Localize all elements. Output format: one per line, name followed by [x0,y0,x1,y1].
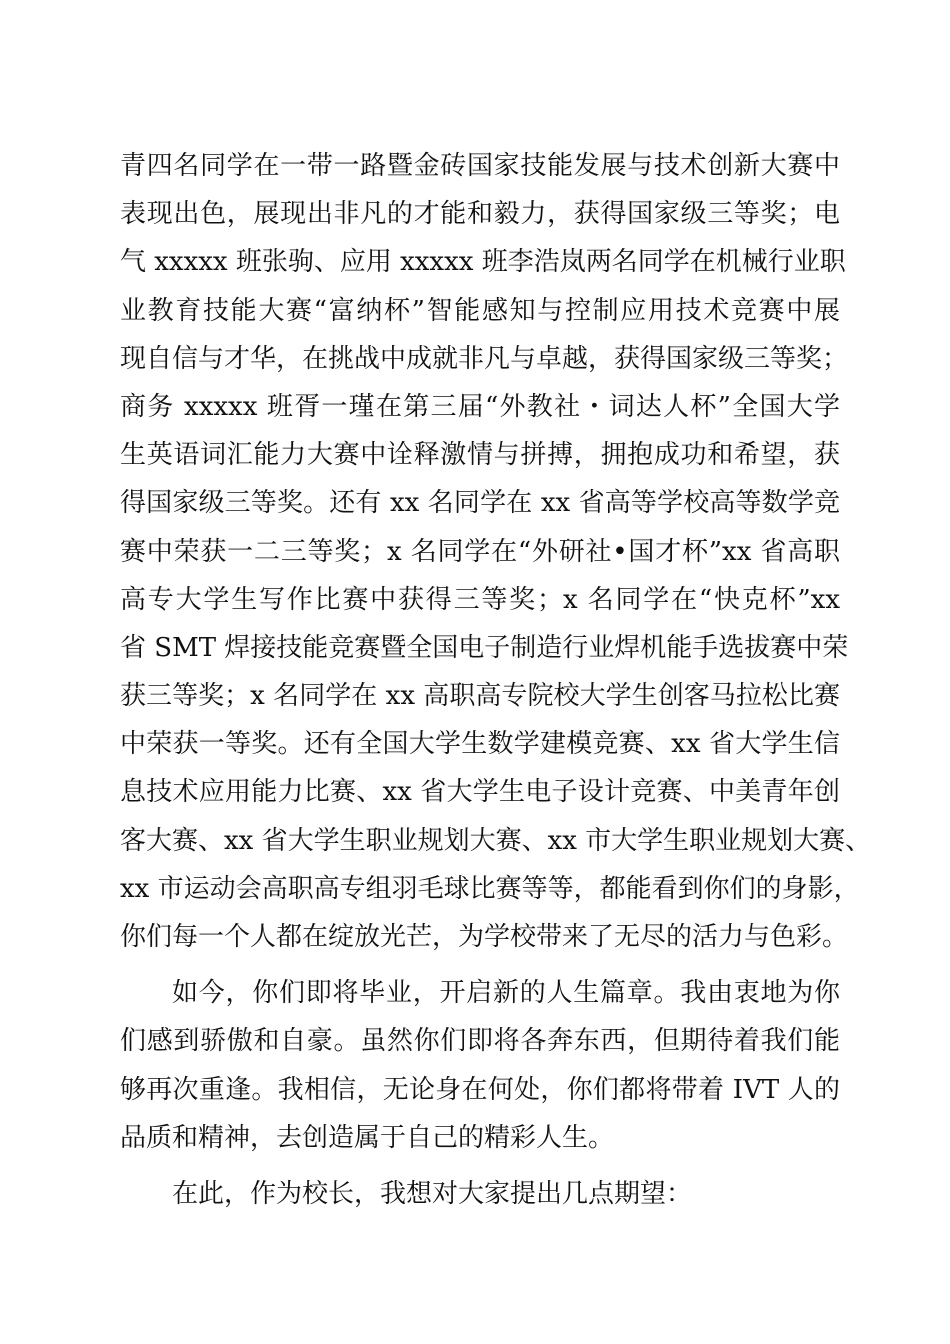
text-line: 客大赛、xx 省大学生职业规划大赛、xx 市大学生职业规划大赛、 [120,825,872,856]
text-line: 表现出色，展现出非凡的才能和毅力，获得国家级三等奖；电 [120,199,840,230]
text-line: 中荣获一等奖。还有全国大学生数学建模竞赛、xx 省大学生信 [120,729,840,760]
body-text [120,142,872,1218]
text-line: 气 xxxxx 班张驹、应用 xxxxx 班李浩岚两名同学在机械行业职 [120,247,846,278]
text-line: 们感到骄傲和自豪。虽然你们即将各奔东西，但期待着我们能 [120,1026,840,1057]
text-line: 赛中荣获一二三等奖；x 名同学在“外研社•国才杯”xx 省高职 [120,536,840,567]
text-line: 获三等奖；x 名同学在 xx 高职高专院校大学生创客马拉松比赛 [120,681,840,712]
text-line: 省 SMT 焊接技能竞赛暨全国电子制造行业焊机能手选拔赛中荣 [120,632,849,663]
text-line: 青四名同学在一带一路暨金砖国家技能发展与技术创新大赛中 [120,151,840,181]
paragraph-graduation [120,969,840,1162]
text-line: 生英语词汇能力大赛中诠释激情与拼搏，拥抱成功和希望，获 [120,440,840,471]
text-line: 够再次重逢。我相信，无论身在何处，你们都将带着 IVT 人的 [120,1074,840,1105]
paragraph-gap [120,1162,840,1170]
text-line: 如今，你们即将毕业，开启新的人生篇章。我由衷地为你 [172,978,840,1009]
text-line: 品质和精神，去创造属于自己的精彩人生。 [120,1122,615,1153]
text-line: 你们每一个人都在绽放光芒，为学校带来了无尽的活力与色彩。 [120,922,849,952]
text-line: 高专大学生写作比赛中获得三等奖；x 名同学在“快克杯”xx [120,584,840,615]
paragraph-achievements [120,142,872,961]
text-line: xx 市运动会高职高专组羽毛球比赛等等，都能看到你们的身影， [120,873,860,904]
text-line: 商务 xxxxx 班胥一瑾在第三届“外教社・词达人杯”全国大学 [120,391,840,422]
text-line: 在此，作为校长，我想对大家提出几点期望： [172,1178,693,1209]
text-line: 现自信与才华，在挑战中成就非凡与卓越，获得国家级三等奖； [120,343,849,374]
text-line: 息技术应用能力比赛、xx 省大学生电子设计竞赛、中美青年创 [120,777,840,808]
text-line: 得国家级三等奖。还有 xx 名同学在 xx 省高等学校高等数学竞 [120,488,840,519]
paragraph-gap [120,961,840,969]
text-line: 业教育技能大赛“富纳杯”智能感知与控制应用技术竞赛中展 [120,295,840,326]
paragraph-expectations [120,1170,840,1218]
